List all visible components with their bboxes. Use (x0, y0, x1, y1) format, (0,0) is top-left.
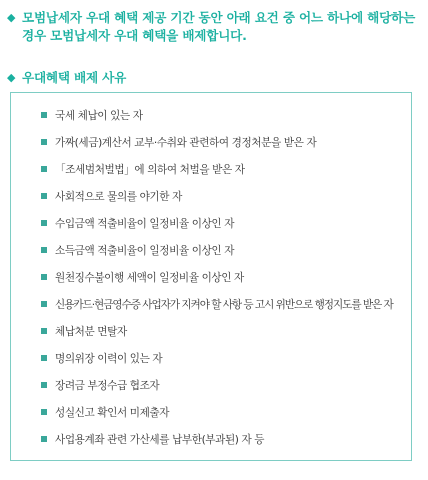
intro-text: 모범납세자 우대 혜택 제공 기간 동안 아래 요건 중 어느 하나에 해당하는 경우 모범납세자 우대 혜택을 배제합니다. (22, 10, 416, 43)
list-item-text: 체납처분 면탈자 (55, 325, 127, 338)
square-bullet-icon (41, 355, 47, 361)
list-item-text: 신용카드·현금영수증 사업자가 지켜야 할 사항 등 고시 위반으로 행정지도를 받은 자 (55, 298, 393, 311)
square-bullet-icon (41, 328, 47, 334)
list-item-text: 「조세범처벌법」에 의하여 처벌을 받은 자 (55, 163, 245, 176)
list-item-text: 수입금액 적출비율이 일정비율 이상인 자 (55, 217, 235, 230)
list-item (41, 214, 234, 232)
square-bullet-icon (41, 301, 47, 307)
list-item (41, 241, 234, 259)
list-item (41, 403, 169, 421)
list-item-text: 장려금 부정수급 협조자 (55, 379, 160, 392)
list-item (41, 295, 393, 313)
section-heading (7, 69, 126, 87)
list-item-text: 원천징수불이행 세액이 일정비율 이상인 자 (55, 271, 244, 284)
square-bullet-icon (41, 436, 47, 442)
square-bullet-icon (41, 382, 47, 388)
list-item-text: 소득금액 적출비율이 일정비율 이상인 자 (55, 244, 235, 257)
list-item-text: 사업용계좌 관련 가산세를 납부한(부과된) 자 등 (55, 433, 265, 446)
list-item (41, 160, 245, 178)
square-bullet-icon (41, 112, 47, 118)
square-bullet-icon (41, 139, 47, 145)
list-item (41, 376, 159, 394)
list-item (41, 106, 143, 124)
list-item (41, 133, 316, 151)
square-bullet-icon (41, 247, 47, 253)
diamond-bullet-icon: ◆ (7, 11, 16, 24)
diamond-bullet-icon: ◆ (7, 71, 16, 84)
list-item (41, 268, 244, 286)
list-item (41, 187, 182, 205)
list-item-text: 국세 체납이 있는 자 (55, 109, 143, 122)
exclusion-reasons-box (10, 92, 412, 461)
list-item (41, 322, 127, 340)
square-bullet-icon (41, 409, 47, 415)
square-bullet-icon (41, 193, 47, 199)
list-item-text: 가짜(세금)계산서 교부·수취와 관련하여 경정처분을 받은 자 (55, 136, 317, 149)
intro-notice (7, 9, 421, 45)
square-bullet-icon (41, 274, 47, 280)
list-item-text: 사회적으로 물의를 야기한 자 (55, 190, 182, 203)
list-item-text: 명의위장 이력이 있는 자 (55, 352, 163, 365)
square-bullet-icon (41, 166, 47, 172)
section-title: 우대혜택 배제 사유 (22, 70, 127, 85)
list-item-text: 성실신고 확인서 미제출자 (55, 406, 170, 419)
list-item (41, 430, 264, 448)
square-bullet-icon (41, 220, 47, 226)
list-item (41, 349, 162, 367)
